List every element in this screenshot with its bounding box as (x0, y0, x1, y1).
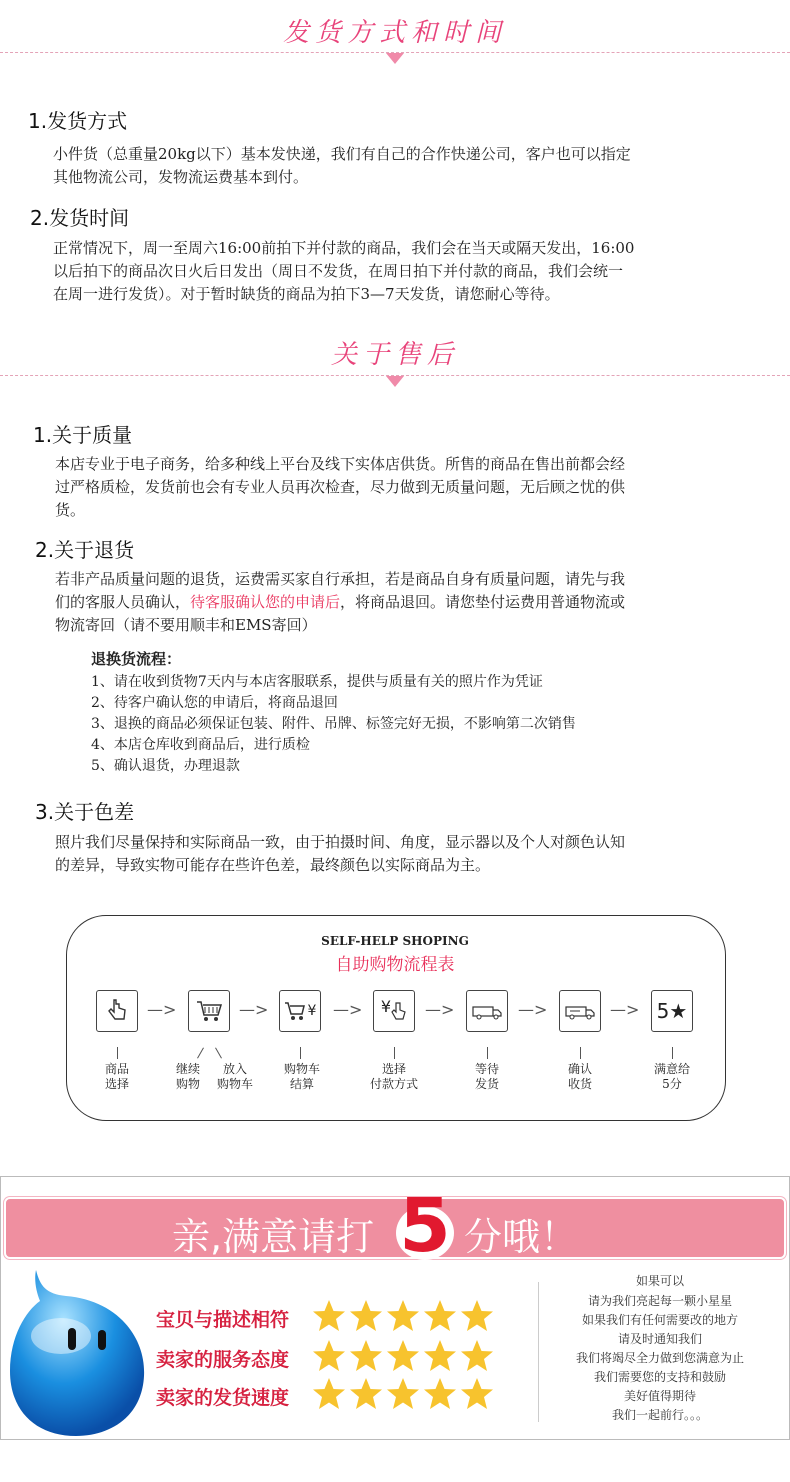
heading-shipping-time: 2.发货时间 (30, 206, 130, 230)
connector-line (580, 1047, 581, 1059)
flow-label: 确认 收货 (567, 1062, 592, 1091)
star-icon[interactable] (423, 1299, 457, 1333)
big-five-logo (394, 1185, 456, 1263)
star-icon[interactable] (386, 1377, 420, 1411)
heading-color-difference: 3.关于色差 (35, 800, 135, 824)
rating-header-suffix: 分哦！ (464, 1215, 579, 1259)
star-icon[interactable] (423, 1377, 457, 1411)
rating-header-text: 亲,满意请打 (172, 1215, 375, 1259)
paragraph-returns: 若非产品质量问题的退货，运费需买家自行承担，若是商品自身有质量问题，请先与我 们的客服人员确认，待客服确认您的申请后，将商品退回。请您垫付运费用普通物流或 物流寄回（请不要用顺丰和EMS寄回） (55, 570, 626, 634)
cart-icon (188, 990, 230, 1032)
star-icon[interactable] (312, 1377, 346, 1411)
list-item: 2、待客户确认您的申请后，将商品退回 (91, 695, 338, 711)
paragraph-shipping-method: 小件货（总重量20kg以下）基本发快递，我们有自己的合作快递公司，客户也可以指定 其他物流公司，发物流运费基本到付。 (53, 145, 631, 186)
delivery-truck-icon (559, 990, 601, 1032)
star-icon[interactable] (423, 1339, 457, 1373)
side-message-line: 请为我们亮起每一颗小星星 (587, 1294, 732, 1308)
star-icon[interactable] (386, 1299, 420, 1333)
pointer-hand-icon (96, 990, 138, 1032)
highlight-text: 待客服确认您的申请后 (190, 593, 341, 611)
arrow-icon: —> (610, 1000, 640, 1019)
flow-label: 继续 购物 (175, 1062, 200, 1091)
section-title-shipping: 发货方式和时间 (282, 18, 507, 48)
arrow-icon: —> (239, 1000, 269, 1019)
star-icon[interactable] (460, 1299, 494, 1333)
down-triangle-icon (386, 376, 404, 387)
five-star-icon: 5★ (651, 990, 693, 1032)
star-icon[interactable] (349, 1377, 383, 1411)
star-rating-row[interactable] (312, 1377, 494, 1411)
heading-quality: 1.关于质量 (33, 423, 133, 447)
side-message-line: 我们将竭尽全力做到您满意为止 (575, 1351, 744, 1365)
heading-returns: 2.关于退货 (35, 538, 135, 562)
arrow-icon: —> (147, 1000, 177, 1019)
star-icon[interactable] (312, 1299, 346, 1333)
flow-label: 等待 发货 (474, 1062, 499, 1091)
list-item: 3、退换的商品必须保证包装、附件、吊牌、标签完好无损，不影响第二次销售 (91, 716, 576, 732)
star-rating-row[interactable] (312, 1339, 494, 1373)
arrow-icon: —> (425, 1000, 455, 1019)
flow-title-en: SELF-HELP SHOPING (321, 934, 469, 948)
flow-label: 选择 付款方式 (369, 1062, 418, 1091)
criterion-description: 宝贝与描述相符 (156, 1309, 290, 1331)
paragraph-color-difference: 照片我们尽量保持和实际商品一致，由于拍摄时间、角度，显示器以及个人对颜色认知 的差异，导致实物可能存在些许色差，最终颜色以实际商品为主。 (55, 833, 626, 874)
side-message-line: 如果我们有任何需要改的地方 (581, 1313, 738, 1327)
truck-icon (466, 990, 508, 1032)
svg-text:5: 5 (399, 1185, 451, 1263)
star-icon[interactable] (460, 1339, 494, 1373)
paragraph-shipping-time: 正常情况下，周一至周六16:00前拍下并付款的商品，我们会在当天或隔天发出，16:00 以后拍下的商品次日火后日发出（周日不发货，在周日拍下并付款的商品，我们会统一 在周一进行发货）。对于暂时缺货的商品为拍下3—7天发货，请您耐心等待。 (53, 239, 635, 303)
connector-line (300, 1047, 301, 1059)
return-process-title: 退换货流程： (91, 650, 182, 668)
heading-shipping-method: 1.发货方式 (28, 109, 128, 133)
return-process-list (91, 646, 576, 777)
star-icon[interactable] (386, 1339, 420, 1373)
side-message-line: 美好值得期待 (623, 1389, 696, 1403)
star-rating-row[interactable] (312, 1299, 494, 1333)
flow-label: 满意给 5分 (653, 1062, 690, 1091)
divider (538, 1282, 539, 1422)
flow-label: 购物车 结算 (283, 1062, 320, 1091)
criterion-shipping: 卖家的发货速度 (156, 1387, 290, 1409)
water-drop-mascot-icon (6, 1266, 150, 1438)
flow-title-cn: 自助购物流程表 (335, 955, 455, 975)
down-triangle-icon (386, 53, 404, 64)
flow-label: 商品 选择 (104, 1062, 129, 1091)
yen-hand-icon: ¥ (373, 990, 415, 1032)
side-message-line: 我们一起前行。。。 (611, 1408, 708, 1422)
criterion-service: 卖家的服务态度 (156, 1349, 290, 1371)
connector-line (672, 1047, 673, 1059)
connector-line (487, 1047, 488, 1059)
paragraph-quality: 本店专业于电子商务，给多种线上平台及线下实体店供货。所售的商品在售出前都会经 过严格质检，发货前也会有专业人员再次检查，尽力做到无质量问题，无后顾之忧的供 货。 (55, 455, 626, 519)
side-message-line: 我们需要您的支持和鼓励 (593, 1370, 726, 1384)
star-icon[interactable] (349, 1339, 383, 1373)
connector-line (117, 1047, 118, 1059)
side-message-line: 请及时通知我们 (617, 1332, 702, 1346)
star-icon[interactable] (460, 1377, 494, 1411)
cart-yen-icon: ¥ (279, 990, 321, 1032)
arrow-icon: —> (333, 1000, 363, 1019)
connector-line (394, 1047, 395, 1059)
list-item: 5、确认退货，办理退款 (91, 758, 240, 774)
star-icon[interactable] (349, 1299, 383, 1333)
flow-label: 放入 购物车 (216, 1062, 253, 1091)
arrow-icon: —> (518, 1000, 548, 1019)
side-message-line: 如果可以 (635, 1274, 684, 1288)
list-item: 4、本店仓库收到商品后，进行质检 (91, 737, 310, 753)
section-title-after-sales: 关于售后 (330, 340, 459, 370)
star-icon[interactable] (312, 1339, 346, 1373)
list-item: 1、请在收到货物7天内与本店客服联系，提供与质量有关的照片作为凭证 (91, 674, 543, 690)
